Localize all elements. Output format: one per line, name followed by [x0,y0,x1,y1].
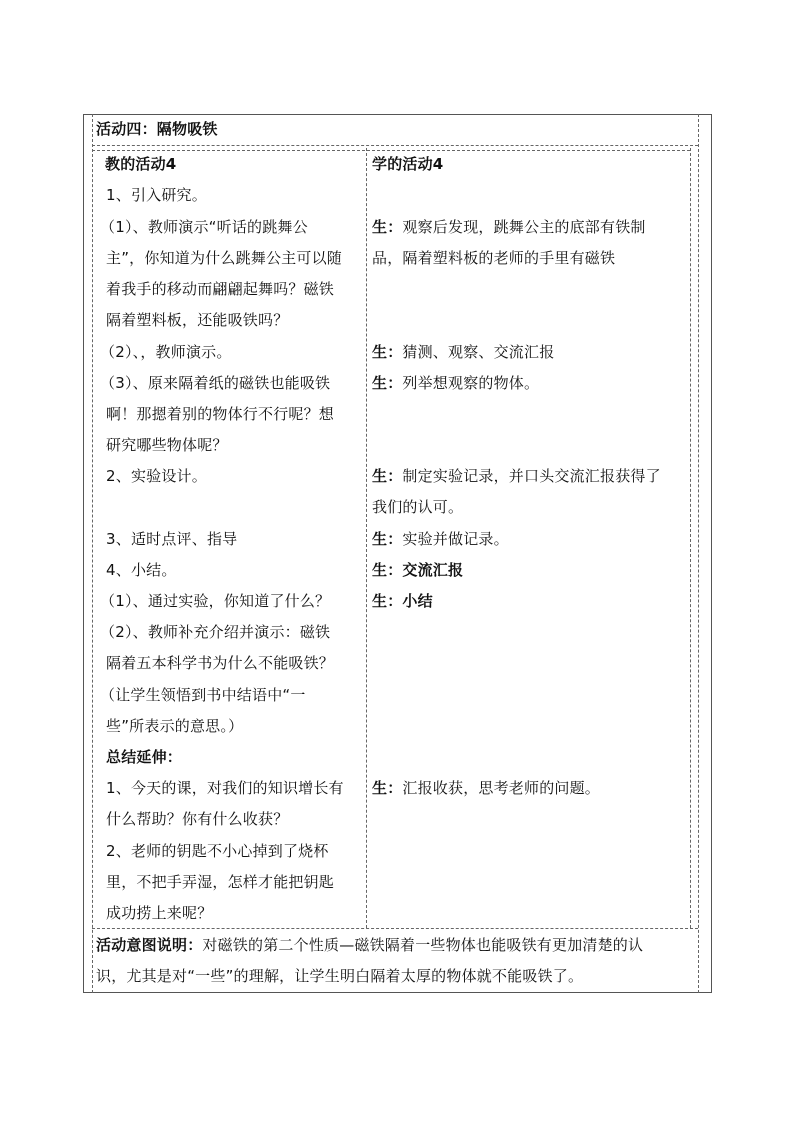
student-header: 学的活动4 [372,155,444,173]
student-text: 猜测、观察、交流汇报 [402,343,555,361]
student-text: 小结 [402,592,433,610]
intent-line-2: 识，尤其是对“一些”的理解，让学生明白隔着太厚的物体就不能吸铁了。 [96,967,584,985]
table-border-right-inner [698,114,699,993]
teacher-line: 2、实验设计。 [106,467,207,485]
intent-text-1: 对磁铁的第二个性质—磁铁隔着一些物体也能吸铁有更加清楚的认 [202,936,644,954]
teacher-line: 隔着五本科学书为什么不能吸铁？ [106,654,335,672]
teacher-line: 着我手的移动而翩翩起舞吗？磁铁 [106,280,335,298]
teacher-line: （3）、原来隔着纸的磁铁也能吸铁 [100,374,331,392]
teacher-line: 隔着塑料板，还能吸铁吗？ [106,311,289,329]
intent-label: 活动意图说明： [96,936,203,954]
teacher-line: 啊！那摁着别的物体行不行呢？想 [106,405,335,423]
title-row-divider [92,145,698,146]
student-line [372,368,539,399]
student-label: 生： [372,592,403,610]
student-text: 列举想观察的物体。 [402,374,540,392]
student-label: 生： [372,218,403,236]
teacher-line: 些”所表示的意思。） [106,717,244,735]
table-border-left-inner [92,114,93,993]
student-line [372,586,433,617]
teacher-line: 2、老师的钥匙不小心掉到了烧杯 [106,842,329,860]
student-label: 生： [372,467,403,485]
student-line [372,337,554,368]
student-text: 实验并做记录。 [402,530,509,548]
teacher-line: 研究哪些物体呢？ [106,436,228,454]
student-label: 生： [372,343,403,361]
student-line: 我们的认可。 [372,498,464,516]
teacher-line: （2）、，教师演示。 [100,343,232,361]
teacher-line: 1、今天的课，对我们的知识增长有 [106,779,344,797]
student-line [372,555,463,586]
student-text: 汇报收获，思考老师的问题。 [402,779,601,797]
teacher-line: 主”，你知道为什么跳舞公主可以随 [106,249,342,267]
teacher-line: （2）、教师补充介绍并演示：磁铁 [100,623,331,641]
student-text: 制定实验记录，并口头交流汇报获得了 [402,467,661,485]
teacher-header: 教的活动4 [105,155,177,173]
teacher-line: 3、适时点评、指导 [106,530,238,548]
student-label: 生： [372,779,403,797]
student-text: 观察后发现，跳舞公主的底部有铁制 [402,218,646,236]
student-label: 生： [372,561,403,579]
summary-heading: 总结延伸： [106,748,183,766]
student-label: 生： [372,530,403,548]
teacher-line: （让学生领悟到书中结语中“一 [100,686,306,704]
teacher-line: 里，不把手弄湿，怎样才能把钥匙 [106,873,335,891]
activity-title: 活动四：隔物吸铁 [96,120,218,138]
teacher-line: （1）、通过实验，你知道了什么？ [100,592,331,610]
teacher-line: 1、引入研究。 [106,186,207,204]
student-text: 交流汇报 [402,561,464,579]
student-label: 生： [372,374,403,392]
column-divider [366,148,367,928]
teacher-line: 什么帮助？你有什么收获？ [106,810,289,828]
teacher-line: 4、小结。 [106,561,177,579]
intent-line-1 [96,930,643,961]
student-line [372,773,600,804]
teacher-line: （1）、教师演示“听话的跳舞公 [100,218,308,236]
student-line [372,524,509,555]
table-border-right-inner2 [690,148,691,928]
student-line: 品，隔着塑料板的老师的手里有磁铁 [372,249,616,267]
student-line [372,461,661,492]
student-line [372,212,646,243]
teacher-line: 成功捞上来呢？ [106,904,213,922]
